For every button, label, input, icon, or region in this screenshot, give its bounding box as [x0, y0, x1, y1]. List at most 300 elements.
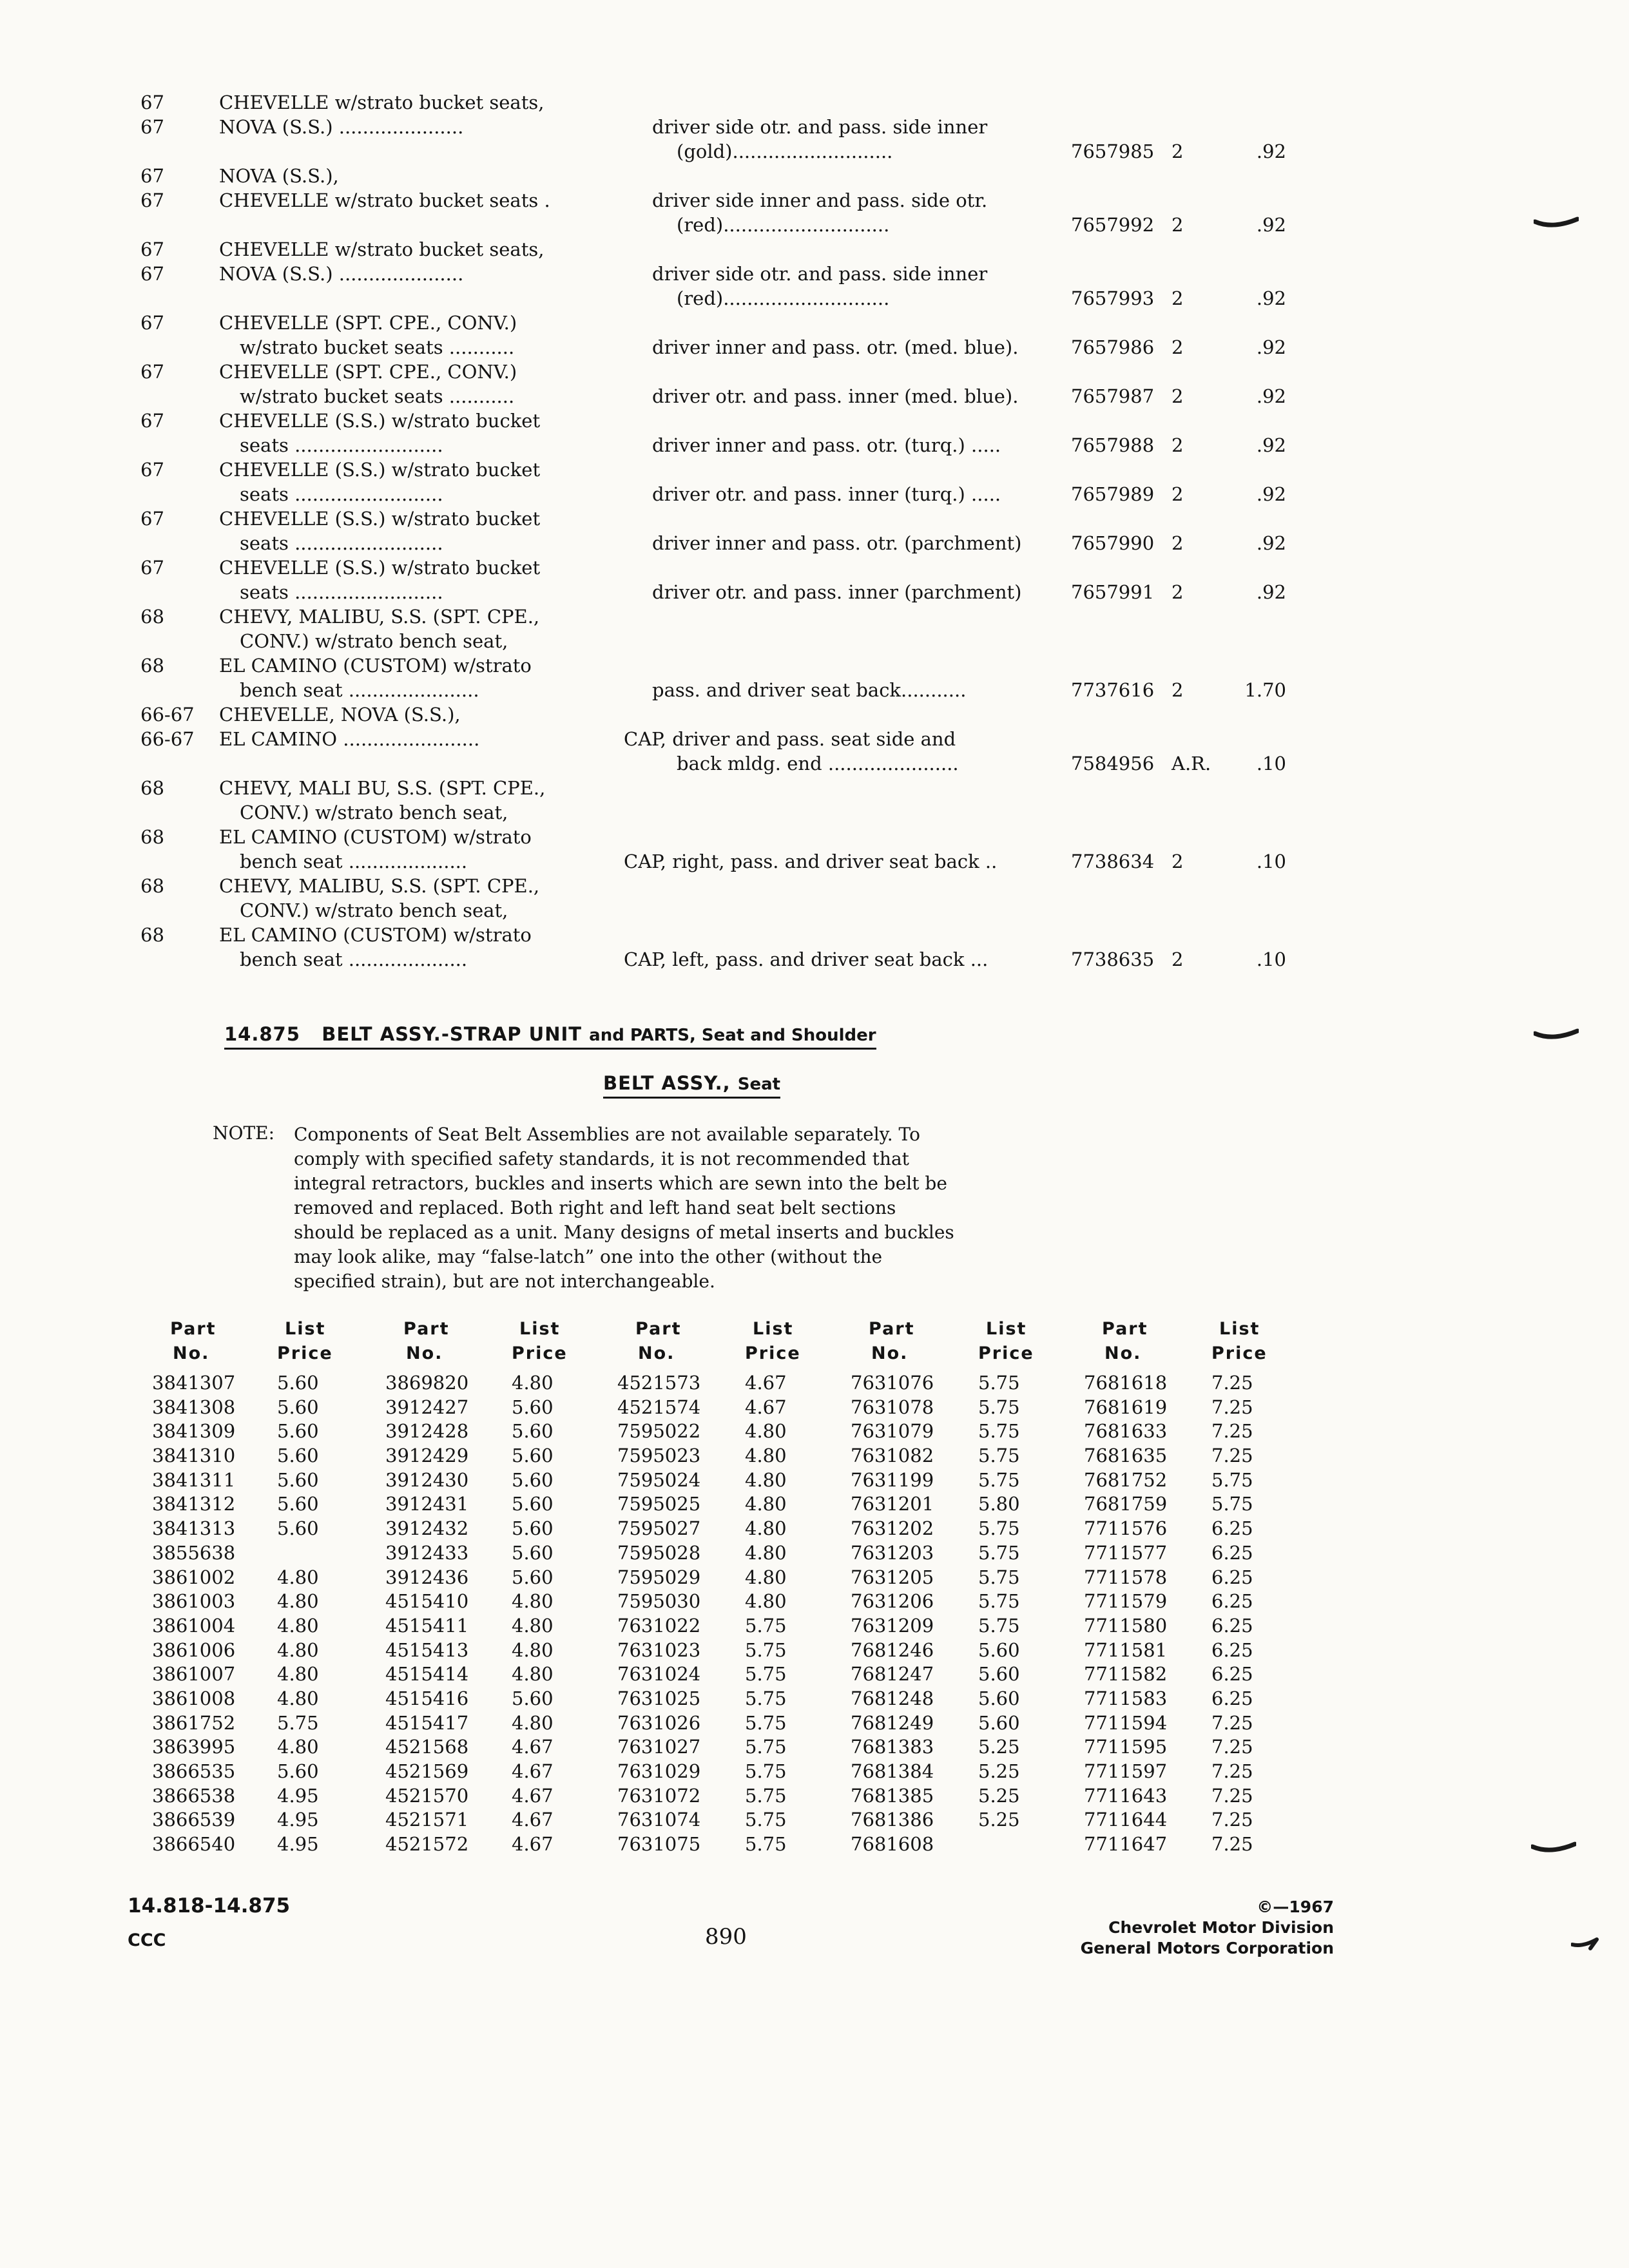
model-year: 67 [140, 410, 164, 432]
sub-heading-main: BELT ASSY., [603, 1072, 731, 1094]
margin-mark-icon [1534, 1028, 1579, 1044]
note-line: specified strain), but are not interchangeable. [294, 1271, 715, 1292]
section-title-suffix: and PARTS, Seat and Shoulder [589, 1026, 876, 1045]
part-number: 7711582 [1084, 1663, 1168, 1686]
model-description: CHEVY, MALI BU, S.S. (SPT. CPE., [219, 777, 546, 799]
price-column-header [745, 1317, 801, 1371]
part-number: 3912433 [385, 1541, 469, 1564]
part-number: 3855638 [152, 1541, 236, 1564]
part-number: 7681619 [1084, 1396, 1168, 1418]
model-description: seats ......................... [240, 483, 443, 505]
listing-line [0, 727, 1629, 751]
part-number: 7681248 [851, 1687, 934, 1709]
part-number: 4521569 [385, 1760, 469, 1782]
model-year: 67 [140, 361, 164, 383]
list-price: 5.75 [978, 1541, 1020, 1564]
list-price: 5.60 [277, 1445, 319, 1467]
list-price: 7.25 [1211, 1833, 1253, 1856]
note-line: should be replaced as a unit. Many designs of metal inserts and buckles [294, 1222, 954, 1243]
part-number: 3912427 [385, 1396, 469, 1418]
list-price: .92 [1256, 532, 1286, 554]
list-price: 4.80 [277, 1687, 319, 1709]
part-number: 7681247 [851, 1663, 934, 1686]
listing-line [0, 776, 1629, 800]
listing-line [0, 433, 1629, 457]
list-price: .92 [1256, 287, 1286, 309]
listing-line [0, 653, 1629, 678]
part-number: 4515414 [385, 1663, 469, 1686]
header-label: List [986, 1319, 1027, 1339]
note-line: comply with specified safety standards, it is not recommended that [294, 1148, 909, 1169]
list-price: 5.60 [277, 1372, 319, 1394]
list-price: 4.95 [277, 1784, 319, 1807]
list-price [277, 1541, 333, 1566]
part-number: 7657990 [1071, 532, 1155, 554]
part-number: 4521568 [385, 1736, 469, 1758]
list-price: 7.25 [1211, 1784, 1253, 1807]
listing-entry [0, 604, 1629, 702]
part-number: 4515413 [385, 1639, 469, 1661]
part-number: 3912436 [385, 1566, 469, 1588]
list-price: 4.80 [512, 1372, 554, 1394]
margin-mark-icon [1534, 216, 1579, 232]
list-price: 7.25 [1211, 1711, 1253, 1734]
part-number: 7631079 [851, 1420, 934, 1443]
list-price: 4.80 [277, 1566, 319, 1588]
listing-entry [0, 311, 1629, 360]
part-number: 7595027 [617, 1517, 701, 1540]
section-title: BELT ASSY.-STRAP UNIT [322, 1023, 583, 1045]
list-price: 4.80 [277, 1614, 319, 1637]
part-number: 7631072 [617, 1784, 701, 1807]
part-number: 7631209 [851, 1614, 934, 1637]
list-price: .92 [1256, 434, 1286, 456]
list-price: 5.75 [978, 1517, 1020, 1540]
quantity: 2 [1171, 287, 1184, 309]
part-number-column [617, 1317, 700, 1857]
listing-line [0, 629, 1629, 653]
section-heading [224, 1023, 876, 1050]
list-price-column [978, 1317, 1034, 1857]
list-price: 4.80 [745, 1541, 787, 1564]
header-label: List [1219, 1319, 1260, 1339]
listing-line [0, 580, 1629, 604]
part-number: 7681385 [851, 1784, 934, 1807]
model-description: seats ......................... [240, 532, 443, 554]
parts-listing [0, 90, 1629, 972]
footer-section-range: 14.818-14.875 [128, 1894, 291, 1917]
list-price: 4.80 [512, 1711, 554, 1734]
model-year: 67 [140, 238, 164, 260]
part-description: CAP, driver and pass. seat side and [624, 728, 956, 750]
part-number: 4515416 [385, 1687, 469, 1709]
part-number: 3841310 [152, 1445, 236, 1467]
part-number-column [385, 1317, 468, 1857]
list-price: 4.80 [512, 1663, 554, 1686]
header-label: List [753, 1319, 794, 1339]
part-number: 7681635 [1084, 1445, 1168, 1467]
part-description: driver inner and pass. otr. (turq.) ..... [652, 434, 1001, 456]
part-number: 4515410 [385, 1590, 469, 1613]
part-number: 7631206 [851, 1590, 934, 1613]
model-description: NOVA (S.S.), [219, 165, 339, 187]
part-number: 7631205 [851, 1566, 934, 1588]
listing-line [0, 90, 1629, 115]
listing-line [0, 384, 1629, 408]
part-number: 7711580 [1084, 1614, 1168, 1637]
model-description: bench seat ...................... [240, 679, 479, 701]
list-price: .10 [1256, 753, 1286, 774]
part-number: 7631022 [617, 1614, 701, 1637]
list-price: 4.80 [745, 1517, 787, 1540]
model-year: 67 [140, 116, 164, 138]
list-price: 4.67 [512, 1784, 554, 1807]
copyright: ©—1967 [1257, 1898, 1334, 1916]
part-number: 7631076 [851, 1372, 934, 1394]
model-description: CHEVY, MALIBU, S.S. (SPT. CPE., [219, 606, 540, 628]
note-line: may look alike, may “false-latch” one into the other (without the [294, 1246, 883, 1267]
model-description: CHEVY, MALIBU, S.S. (SPT. CPE., [219, 875, 540, 897]
listing-line [0, 874, 1629, 898]
list-price: 5.75 [978, 1420, 1020, 1443]
part-number: 3912432 [385, 1517, 469, 1540]
model-description: CHEVELLE w/strato bucket seats . [219, 189, 550, 211]
quantity: 2 [1171, 140, 1184, 162]
model-year: 68 [140, 875, 164, 897]
model-year: 67 [140, 189, 164, 211]
part-number: 7681386 [851, 1809, 934, 1831]
listing-line [0, 115, 1629, 139]
list-price: 6.25 [1211, 1566, 1253, 1588]
list-price: 5.60 [277, 1396, 319, 1418]
list-price: 5.60 [277, 1468, 319, 1491]
list-price: .92 [1256, 140, 1286, 162]
list-price: .92 [1256, 336, 1286, 358]
part-number: 7711578 [1084, 1566, 1168, 1588]
quantity: 2 [1171, 532, 1184, 554]
price-column-header [512, 1317, 568, 1371]
part-number: 3866539 [152, 1809, 236, 1831]
listing-line [0, 482, 1629, 506]
footer-code: CCC [128, 1930, 166, 1950]
model-description: w/strato bucket seats ........... [240, 336, 515, 358]
listing-entry [0, 555, 1629, 604]
model-year: 67 [140, 91, 164, 113]
part-number: 7681608 [851, 1833, 934, 1856]
header-label: No. [1104, 1343, 1142, 1363]
part-number: 7711583 [1084, 1687, 1168, 1709]
list-price: 5.75 [978, 1445, 1020, 1467]
list-price: 4.67 [512, 1760, 554, 1782]
part-number: 3866538 [152, 1784, 236, 1807]
list-price: 5.25 [978, 1809, 1020, 1831]
list-price: 5.60 [512, 1396, 554, 1418]
header-label: Price [512, 1343, 568, 1363]
list-price: 5.60 [978, 1663, 1020, 1686]
model-description: CHEVELLE (SPT. CPE., CONV.) [219, 361, 517, 383]
part-number: 7631082 [851, 1445, 934, 1467]
list-price-column [745, 1317, 801, 1857]
list-price: .10 [1256, 850, 1286, 872]
corporation-name: General Motors Corporation [1080, 1939, 1334, 1957]
header-label: Part [635, 1319, 682, 1339]
list-price: 5.25 [978, 1784, 1020, 1807]
list-price: 4.67 [745, 1372, 787, 1394]
listing-line [0, 678, 1629, 702]
model-description: NOVA (S.S.) ..................... [219, 263, 464, 285]
list-price: 6.25 [1211, 1639, 1253, 1661]
part-number: 3861007 [152, 1663, 236, 1686]
part-number: 7681249 [851, 1711, 934, 1734]
part-column-header [1084, 1317, 1167, 1371]
model-year: 68 [140, 924, 164, 946]
part-number: 7711581 [1084, 1639, 1168, 1661]
listing-line [0, 139, 1629, 164]
list-price [978, 1832, 1034, 1857]
listing-line [0, 237, 1629, 262]
part-number: 4521574 [617, 1396, 701, 1418]
list-price: 5.75 [978, 1396, 1020, 1418]
list-price: 4.95 [277, 1833, 319, 1856]
list-price: 5.75 [745, 1687, 787, 1709]
header-label: List [285, 1319, 326, 1339]
listing-line [0, 506, 1629, 531]
part-column-header [152, 1317, 235, 1371]
part-number: 4515417 [385, 1711, 469, 1734]
list-price: 4.67 [745, 1396, 787, 1418]
model-description: NOVA (S.S.) ..................... [219, 116, 464, 138]
part-number: 7737616 [1071, 679, 1155, 701]
part-number: 7657992 [1071, 214, 1155, 236]
model-description: CHEVELLE w/strato bucket seats, [219, 238, 545, 260]
list-price: 4.80 [745, 1468, 787, 1491]
list-price: 4.80 [277, 1590, 319, 1613]
list-price: 5.75 [978, 1372, 1020, 1394]
listing-line [0, 360, 1629, 384]
part-number: 7595023 [617, 1445, 701, 1467]
part-number: 7631203 [851, 1541, 934, 1564]
part-description: (red)............................ [677, 287, 890, 309]
list-price: 4.67 [512, 1736, 554, 1758]
part-number: 7681633 [1084, 1420, 1168, 1443]
list-price: 5.75 [745, 1784, 787, 1807]
list-price: .92 [1256, 214, 1286, 236]
list-price: 5.60 [512, 1566, 554, 1588]
header-label: Price [277, 1343, 333, 1363]
listing-line [0, 531, 1629, 555]
list-price: .92 [1256, 385, 1286, 407]
part-number: 7711577 [1084, 1541, 1168, 1564]
listing-line [0, 286, 1629, 311]
part-number: 7711579 [1084, 1590, 1168, 1613]
header-label: Price [978, 1343, 1034, 1363]
listing-entry [0, 90, 1629, 164]
list-price: 6.25 [1211, 1614, 1253, 1637]
list-price: 5.75 [745, 1614, 787, 1637]
model-description: seats ......................... [240, 434, 443, 456]
list-price: 4.67 [512, 1833, 554, 1856]
note-label: NOTE: [213, 1122, 275, 1144]
list-price: 5.60 [512, 1517, 554, 1540]
listing-entry [0, 776, 1629, 874]
listing-line [0, 188, 1629, 213]
part-column-header [617, 1317, 700, 1371]
model-description: CHEVELLE (SPT. CPE., CONV.) [219, 312, 517, 334]
part-description: driver inner and pass. otr. (med. blue). [652, 336, 1019, 358]
quantity: 2 [1171, 483, 1184, 505]
quantity: 2 [1171, 336, 1184, 358]
list-price: 5.60 [512, 1420, 554, 1443]
list-price: 4.80 [745, 1493, 787, 1515]
model-description: CHEVELLE (S.S.) w/strato bucket [219, 459, 541, 481]
list-price: 4.67 [512, 1809, 554, 1831]
model-description: CHEVELLE, NOVA (S.S.), [219, 704, 461, 726]
model-description: CHEVELLE (S.S.) w/strato bucket [219, 557, 541, 579]
part-number: 7631027 [617, 1736, 701, 1758]
listing-line [0, 555, 1629, 580]
sub-heading-suffix: Seat [737, 1075, 781, 1094]
model-description: bench seat .................... [240, 948, 468, 970]
model-year: 68 [140, 655, 164, 677]
header-label: Part [869, 1319, 915, 1339]
listing-line [0, 457, 1629, 482]
part-number: 7631199 [851, 1468, 934, 1491]
list-price: 5.75 [745, 1663, 787, 1686]
section-number: 14.875 [224, 1023, 300, 1045]
list-price: 7.25 [1211, 1736, 1253, 1758]
header-label: Part [1102, 1319, 1148, 1339]
quantity: 2 [1171, 214, 1184, 236]
list-price: 5.75 [1211, 1468, 1253, 1491]
header-label: No. [871, 1343, 909, 1363]
part-number: 7631202 [851, 1517, 934, 1540]
model-description: EL CAMINO (CUSTOM) w/strato [219, 924, 532, 946]
model-year: 67 [140, 165, 164, 187]
model-description: CONV.) w/strato bench seat, [240, 899, 508, 921]
part-number: 4521570 [385, 1784, 469, 1807]
part-number: 7681752 [1084, 1468, 1168, 1491]
part-number: 3861002 [152, 1566, 236, 1588]
part-description: (gold)........................... [677, 140, 893, 162]
part-number: 7657989 [1071, 483, 1155, 505]
model-description: EL CAMINO (CUSTOM) w/strato [219, 826, 532, 848]
list-price: 4.80 [745, 1590, 787, 1613]
model-description: w/strato bucket seats ........... [240, 385, 515, 407]
part-number: 7657986 [1071, 336, 1155, 358]
header-label: No. [173, 1343, 210, 1363]
list-price: 5.60 [512, 1445, 554, 1467]
part-number: 3841311 [152, 1468, 236, 1491]
part-description: driver side inner and pass. side otr. [652, 189, 988, 211]
model-year: 67 [140, 312, 164, 334]
part-number: 7631201 [851, 1493, 934, 1515]
list-price: 4.95 [277, 1809, 319, 1831]
list-price: 5.75 [745, 1760, 787, 1782]
part-number: 7681246 [851, 1639, 934, 1661]
part-number: 7657988 [1071, 434, 1155, 456]
list-price: 4.80 [277, 1639, 319, 1661]
part-number: 3861006 [152, 1639, 236, 1661]
model-year: 67 [140, 557, 164, 579]
list-price: 4.80 [277, 1663, 319, 1686]
model-year: 68 [140, 777, 164, 799]
list-price-column [1211, 1317, 1268, 1857]
header-label: List [519, 1319, 561, 1339]
note-line: integral retractors, buckles and inserts which are sewn into the belt be [294, 1173, 947, 1194]
list-price: 5.25 [978, 1760, 1020, 1782]
part-number: 7631023 [617, 1639, 701, 1661]
list-price: 6.25 [1211, 1687, 1253, 1709]
list-price: 5.75 [978, 1468, 1020, 1491]
list-price: .10 [1256, 948, 1286, 970]
footer-publisher [1057, 1897, 1334, 1959]
price-column-header [978, 1317, 1034, 1371]
part-number: 3866540 [152, 1833, 236, 1856]
list-price: 6.25 [1211, 1663, 1253, 1686]
part-number: 7631075 [617, 1833, 701, 1856]
part-number: 7657991 [1071, 581, 1155, 603]
list-price: 5.60 [277, 1493, 319, 1515]
listing-line [0, 800, 1629, 825]
list-price: 5.60 [978, 1639, 1020, 1661]
part-column-header [851, 1317, 934, 1371]
listing-entry [0, 457, 1629, 506]
part-number: 4521572 [385, 1833, 469, 1856]
part-number: 4521573 [617, 1372, 701, 1394]
margin-mark-icon [1531, 1841, 1576, 1857]
part-number: 3861004 [152, 1614, 236, 1637]
listing-line [0, 604, 1629, 629]
note-line: Components of Seat Belt Assemblies are not available separately. To [294, 1124, 920, 1145]
part-number-column [152, 1317, 235, 1857]
listing-line [0, 335, 1629, 360]
header-label: Part [403, 1319, 450, 1339]
list-price: 5.60 [512, 1541, 554, 1564]
list-price: 7.25 [1211, 1372, 1253, 1394]
quantity: 2 [1171, 679, 1184, 701]
model-description: CONV.) w/strato bench seat, [240, 802, 508, 823]
listing-line [0, 825, 1629, 849]
part-number: 7681759 [1084, 1493, 1168, 1515]
listing-entry [0, 874, 1629, 972]
listing-entry [0, 506, 1629, 555]
part-number: 3912428 [385, 1420, 469, 1443]
model-description: bench seat .................... [240, 850, 468, 872]
list-price: 7.25 [1211, 1396, 1253, 1418]
model-description: CHEVELLE (S.S.) w/strato bucket [219, 410, 541, 432]
list-price: 7.25 [1211, 1760, 1253, 1782]
part-description: driver inner and pass. otr. (parchment) [652, 532, 1022, 554]
list-price: 5.60 [978, 1711, 1020, 1734]
model-description: EL CAMINO (CUSTOM) w/strato [219, 655, 532, 677]
part-number: 7631025 [617, 1687, 701, 1709]
model-year: 66-67 [140, 704, 195, 726]
list-price: 5.75 [745, 1736, 787, 1758]
part-description: driver otr. and pass. inner (parchment) [652, 581, 1022, 603]
listing-line [0, 923, 1629, 947]
model-description: CONV.) w/strato bench seat, [240, 630, 508, 652]
list-price: .92 [1256, 483, 1286, 505]
header-label: Part [170, 1319, 217, 1339]
list-price: 4.80 [745, 1445, 787, 1467]
part-number: 7657985 [1071, 140, 1155, 162]
model-description: CHEVELLE (S.S.) w/strato bucket [219, 508, 541, 530]
part-number: 7738635 [1071, 948, 1155, 970]
list-price-column [277, 1317, 333, 1857]
part-number: 7711576 [1084, 1517, 1168, 1540]
part-number: 7631029 [617, 1760, 701, 1782]
header-label: Price [1211, 1343, 1268, 1363]
